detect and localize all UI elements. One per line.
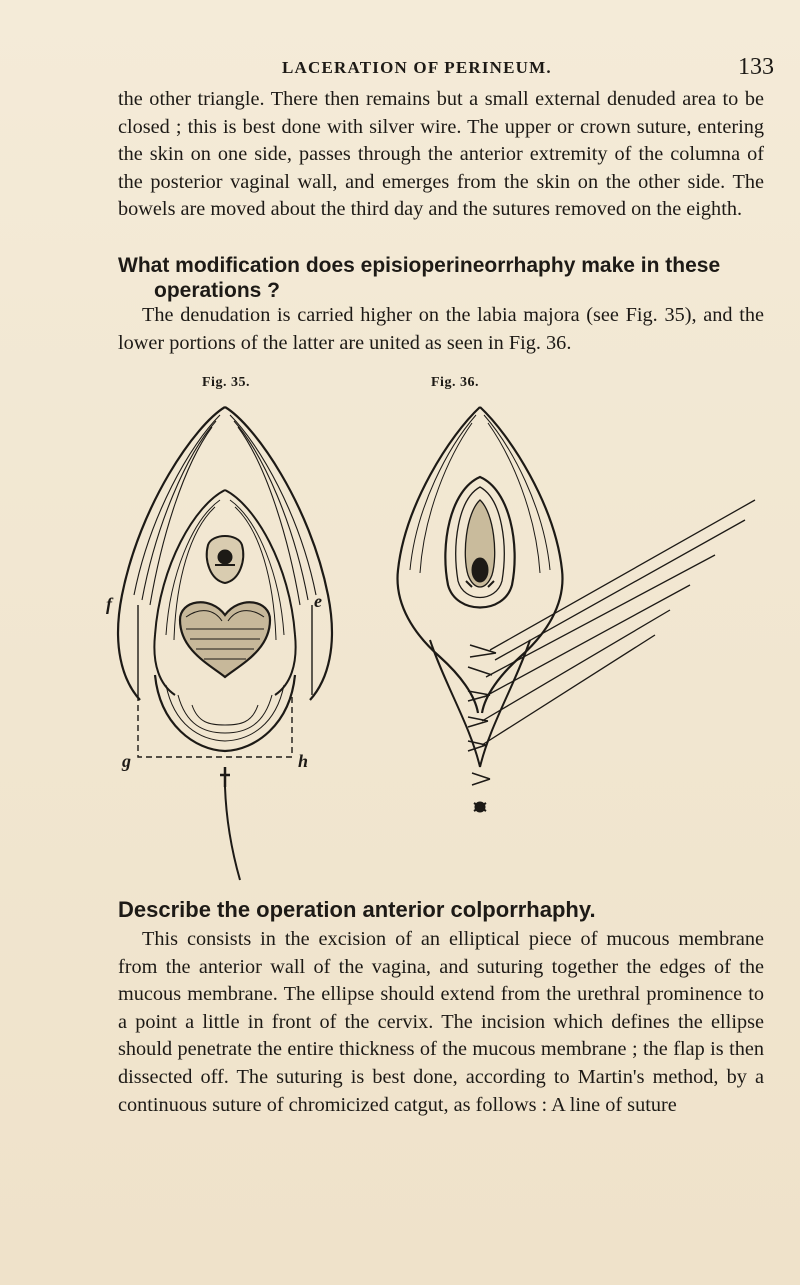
question-heading-line-2: operations ? (154, 279, 281, 302)
label-g: g (122, 751, 131, 771)
label-e: e (314, 591, 322, 611)
figure-36-caption: Fig. 36. (431, 375, 479, 390)
paragraph-colporrhaphy: This consists in the excision of an elliptical piece of mucous membrane from the anterior wall of the vagina, and suturing together the edges of the mucous membrane. The ellipse should extend from the urethral prominence to a point a little in front of the cervix. The incision which defines the ellipse should penetrate the entire thickness of the mucous membrane ; the flap is then dissected off. The suturing is best done, according to Martin's method, by a continuous suture of chromicized catgut, as follows : A line of suture (118, 928, 764, 1116)
paragraph-continuation: the other triangle. There then remains but a small external denuded area to be closed ; this is best done with silver wire. The upper or crown suture, entering the skin on one side, passes through the anterior extremity of the columna of the posterior vaginal wall, and emerges from the skin on the other side. The bowels are moved about the third day and the sutures removed on the eighth. (118, 88, 764, 221)
figure-36-illustration (370, 395, 770, 835)
figure-35-caption: Fig. 35. (202, 375, 250, 390)
page-number: 133 (738, 54, 774, 80)
label-f: f (106, 594, 112, 614)
running-head (0, 54, 800, 86)
running-title: LACERATION OF PERINEUM. (282, 58, 552, 77)
label-h: h (298, 751, 309, 771)
question-heading-anterior-colporrhaphy: Describe the operation anterior colporrhaphy. (118, 897, 596, 922)
question-heading-line-1: What modification does episioperineorrhaphy make in these (118, 254, 721, 277)
figure-35-illustration (100, 395, 350, 885)
question-heading-episioperineorrhaphy (118, 253, 768, 303)
paragraph-denudation: The denudation is carried higher on the labia majora (see Fig. 35), and the lower portions of the latter are united as seen in Fig. 36. (118, 304, 764, 354)
